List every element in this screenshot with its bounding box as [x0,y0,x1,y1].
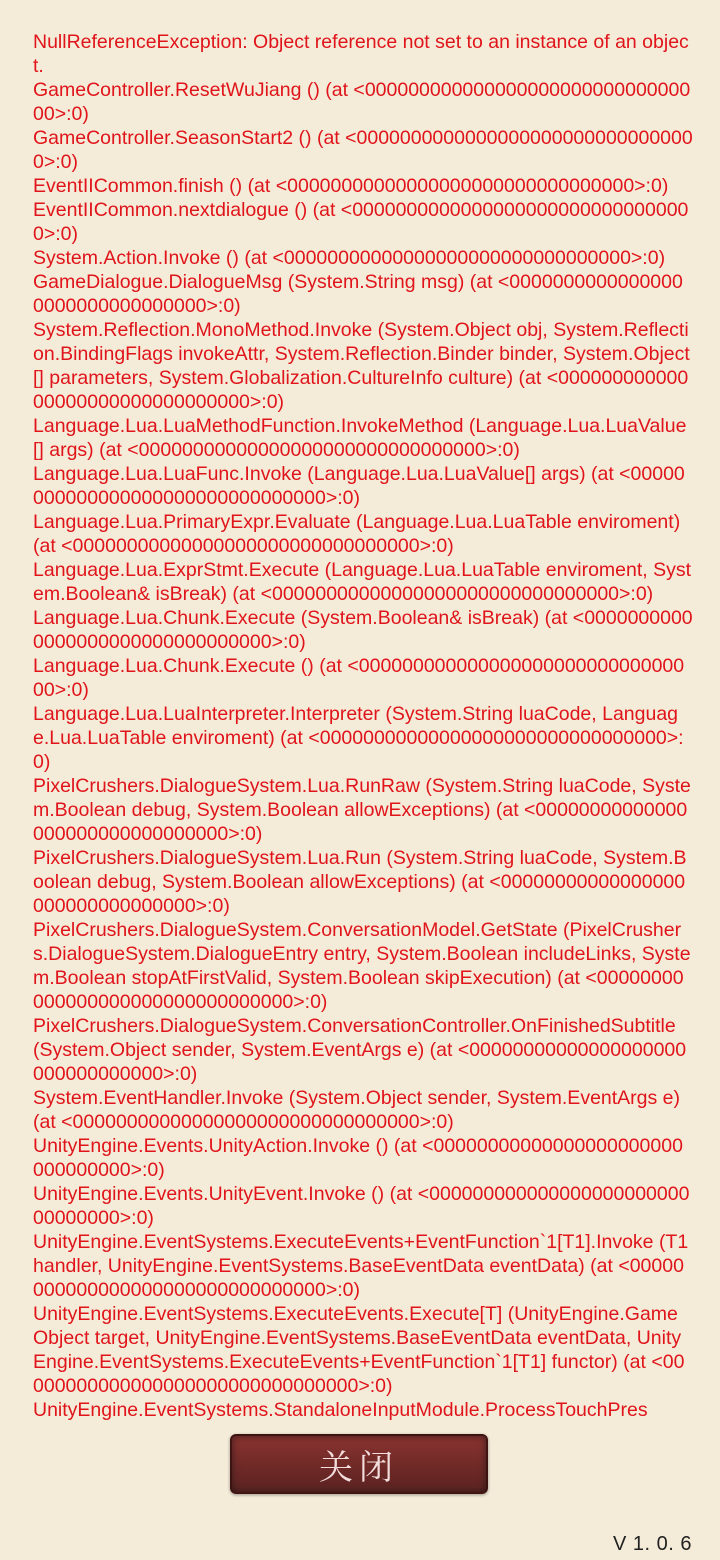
log-line: Language.Lua.ExprStmt.Execute (Language.Lua.LuaTable enviroment, System.Boolean& isBreak) (at <00000000000000000000000000000000>:0) [33,559,692,605]
error-log [33,30,693,1422]
log-line: EventIICommon.finish () (at <00000000000000000000000000000000>:0) [33,175,669,197]
log-line: PixelCrushers.DialogueSystem.ConversationModel.GetState (PixelCrushers.DialogueSystem.DialogueEntry entry, System.Boolean includeLinks, System.Boolean stopAtFirstValid, System.Boolean skipExecution) (at <00000000000000000000000000000000>:0) [33,919,691,1013]
log-line: Language.Lua.LuaInterpreter.Interpreter (System.String luaCode, Language.Lua.LuaTable enviroment) (at <00000000000000000000000000000000>:0) [33,703,684,773]
log-line: System.EventHandler.Invoke (System.Object sender, System.EventArgs e) (at <00000000000000000000000000000000>:0) [33,1087,681,1133]
log-line: Language.Lua.LuaFunc.Invoke (Language.Lua.LuaValue[] args) (at <00000000000000000000000000000000>:0) [33,463,685,509]
log-line: System.Action.Invoke () (at <00000000000000000000000000000000>:0) [33,247,666,269]
log-line: Language.Lua.Chunk.Execute () (at <00000000000000000000000000000000>:0) [33,655,685,701]
log-line: UnityEngine.EventSystems.StandaloneInputModule.ProcessTouchPres [33,1399,648,1421]
log-line: Language.Lua.Chunk.Execute (System.Boolean& isBreak) (at <00000000000000000000000000000000>:0) [33,607,693,653]
log-line: PixelCrushers.DialogueSystem.ConversationController.OnFinishedSubtitle (System.Object sender, System.EventArgs e) (at <00000000000000000000000000000000>:0) [33,1015,687,1085]
log-line: UnityEngine.EventSystems.ExecuteEvents+EventFunction`1[T1].Invoke (T1 handler, UnityEngine.EventSystems.BaseEventData eventData) (at <00000000000000000000000000000000>:0) [33,1231,689,1301]
close-button[interactable]: 关闭 [230,1434,488,1494]
log-line: GameController.SeasonStart2 () (at <00000000000000000000000000000000>:0) [33,127,693,173]
log-line: Language.Lua.LuaMethodFunction.InvokeMethod (Language.Lua.LuaValue[] args) (at <00000000000000000000000000000000>:0) [33,415,687,461]
log-line: UnityEngine.Events.UnityAction.Invoke () (at <00000000000000000000000000000000>:0) [33,1135,683,1181]
log-line: Language.Lua.PrimaryExpr.Evaluate (Language.Lua.LuaTable enviroment) (at <00000000000000000000000000000000>:0) [33,511,681,557]
log-line: PixelCrushers.DialogueSystem.Lua.RunRaw (System.String luaCode, System.Boolean debug, System.Boolean allowExceptions) (at <00000000000000000000000000000000>:0) [33,775,691,845]
log-line: System.Reflection.MonoMethod.Invoke (System.Object obj, System.Reflection.BindingFlags invokeAttr, System.Reflection.Binder binder, System.Object[] parameters, System.Globalization.CultureInfo culture) (at <00000000000000000000000000000000>:0) [33,319,690,413]
version-label: V 1. 0. 6 [613,1533,692,1555]
log-line: UnityEngine.Events.UnityEvent.Invoke () (at <00000000000000000000000000000000>:0) [33,1183,690,1229]
log-line: PixelCrushers.DialogueSystem.Lua.Run (System.String luaCode, System.Boolean debug, System.Boolean allowExceptions) (at <00000000000000000000000000000000>:0) [33,847,687,917]
log-line: UnityEngine.EventSystems.ExecuteEvents.Execute[T] (UnityEngine.GameObject target, UnityEngine.EventSystems.BaseEventData eventData, UnityEngine.EventSystems.ExecuteEvents+EventFunction`1[T1] functor) (at <00000000000000000000000000000000>:0) [33,1303,685,1397]
log-line: EventIICommon.nextdialogue () (at <00000000000000000000000000000000>:0) [33,199,689,245]
log-line: GameDialogue.DialogueMsg (System.String msg) (at <00000000000000000000000000000000>:0) [33,271,683,317]
log-line: NullReferenceException: Object reference not set to an instance of an object. [33,31,689,77]
log-line: GameController.ResetWuJiang () (at <00000000000000000000000000000000>:0) [33,79,691,125]
